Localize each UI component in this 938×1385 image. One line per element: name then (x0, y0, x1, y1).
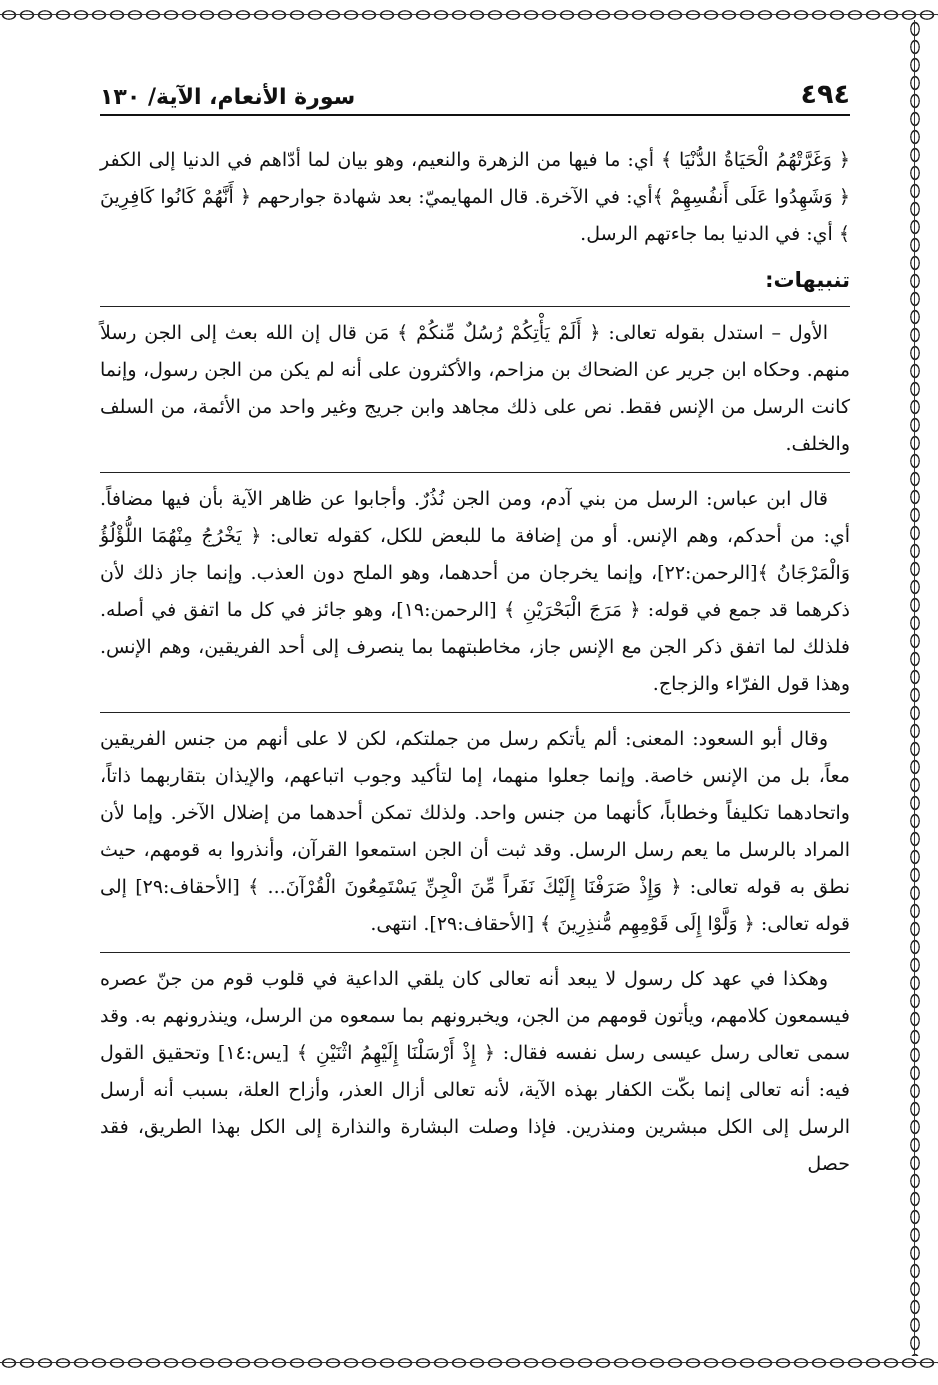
ornamental-border-top (0, 4, 938, 26)
section-divider (100, 306, 850, 307)
paragraph-5: وهكذا في عهد كل رسول لا يبعد أنه تعالى كان يلقي الداعية في قلوب قوم من جنّ عصره فيسمعون كلامهم، ويأتون قومهم من الجن، ويخبرونهم بما سمعوه من الرسل، وينذرونهم به. وقد سمى تعالى رسل عيسى رسل نفسه فقال: ﴿ إِذْ أَرْسَلْنَا إِلَيْهِمُ اثْنَيْنِ ﴾ [يس:١٤] وتحقيق القول فيه: أنه تعالى إنما بكّت الكفار بهذه الآية، لأنه تعالى أزال العذر، وأزاح العلة، بسبب أنه أرسل الرسل إلى الكل مبشرين ومنذرين. فإذا وصلت البشارة والنذارة إلى الكل بهذا الطريق، فقد حصل (100, 968, 850, 1175)
ornamental-border-bottom (0, 1352, 938, 1374)
running-title: سورة الأنعام، الآية/ ١٣٠ (100, 85, 356, 110)
paragraph-3: قال ابن عباس: الرسل من بني آدم، ومن الجن نُذُرٌ. وأجابوا عن ظاهر الآية بأن فيها مضافاً. أي: من أحدكم، وهم الإنس. أو من إضافة ما للبعض للكل، كقوله تعالى: ﴿ يَخْرُجُ مِنْهُمَا اللُّؤْلُؤُ وَالْمَرْجَانُ ﴾[الرحمن:٢٢]، وإنما يخرجان من أحدهما، وهو الملح دون العذب. وإنما جاز ذلك لأن ذكرهما قد جمع في قوله: ﴿ مَرَجَ الْبَحْرَيْنِ ﴾ [الرحمن:١٩]، وهو جائز في كل ما اتفق في أصله. فلذلك لما اتفق ذكر الجن مع الإنس جاز، مخاطبتهما بما ينصرف إلى أحد الفريقين، وهم الإنس. وهذا قول الفرّاء والزجاج. (100, 488, 850, 695)
section-divider (100, 712, 850, 713)
section-divider (100, 472, 850, 473)
page-header (100, 70, 850, 110)
paragraph-1: ﴿ وَغَرَّتْهُمُ الْحَيَاةُ الدُّنْيَا ﴾ أي: ما فيها من الزهرة والنعيم، وهو بيان لما أدّاهم في الدنيا إلى الكفر ﴿ وَشَهِدُوا عَلَى أَنفُسِهِمْ ﴾أي: في الآخرة. قال المهايميّ: بعد شهادة جوارحهم ﴿ أَنَّهُمْ كَانُوا كَافِرِينَ ﴾ أي: في الدنيا بما جاءتهم الرسل. (100, 149, 850, 245)
section-divider (100, 952, 850, 953)
header-rule (100, 114, 850, 116)
page-number: ٤٩٤ (800, 79, 850, 110)
section-heading: تنبيهات: (765, 268, 850, 292)
paragraph-4: وقال أبو السعود: المعنى: ألم يأتكم رسل من جملتكم، لكن لا على أنهم من جنس الفريقين معاً، بل من الإنس خاصة. وإنما جعلوا منهما، إما لتأكيد وجوب اتباعهم، والإيذان بتقاربهما ذاتاً، واتحادهما تكليفاً وخطاباً، كأنهما من جنس واحد. ولذلك تمكن أحدهما من إضلال الآخر. وإما لأن المراد بالرسل ما يعم رسل الرسل. وقد ثبت أن الجن استمعوا القرآن، وأنذروا به قومهم، حيث نطق به قوله تعالى: ﴿ وَإِذْ صَرَفْنَا إِلَيْكَ نَفَراً مِّنَ الْجِنِّ يَسْتَمِعُونَ الْقُرْآنَ... ﴾ [الأحقاف:٢٩] إلى قوله تعالى: ﴿ وَلَّوْا إِلَى قَوْمِهِم مُّنذِرِينَ ﴾ [الأحقاف:٢٩]. انتهى. (100, 728, 850, 935)
ornamental-border-right (904, 20, 926, 1356)
paragraph-2: الأول – استدل بقوله تعالى: ﴿ أَلَمْ يَأْتِكُمْ رُسُلٌ مِّنكُمْ ﴾ مَن قال إن الله بعث إلى الجن رسلاً منهم. وحكاه ابن جرير عن الضحاك بن مزاحم، والأكثرون على أنه لم يكن من الجن رسول، وإنما كانت الرسل من الإنس فقط. نص على ذلك مجاهد وابن جريج وغير واحد من الأئمة، من السلف والخلف. (100, 322, 850, 455)
page-body (100, 142, 850, 1192)
